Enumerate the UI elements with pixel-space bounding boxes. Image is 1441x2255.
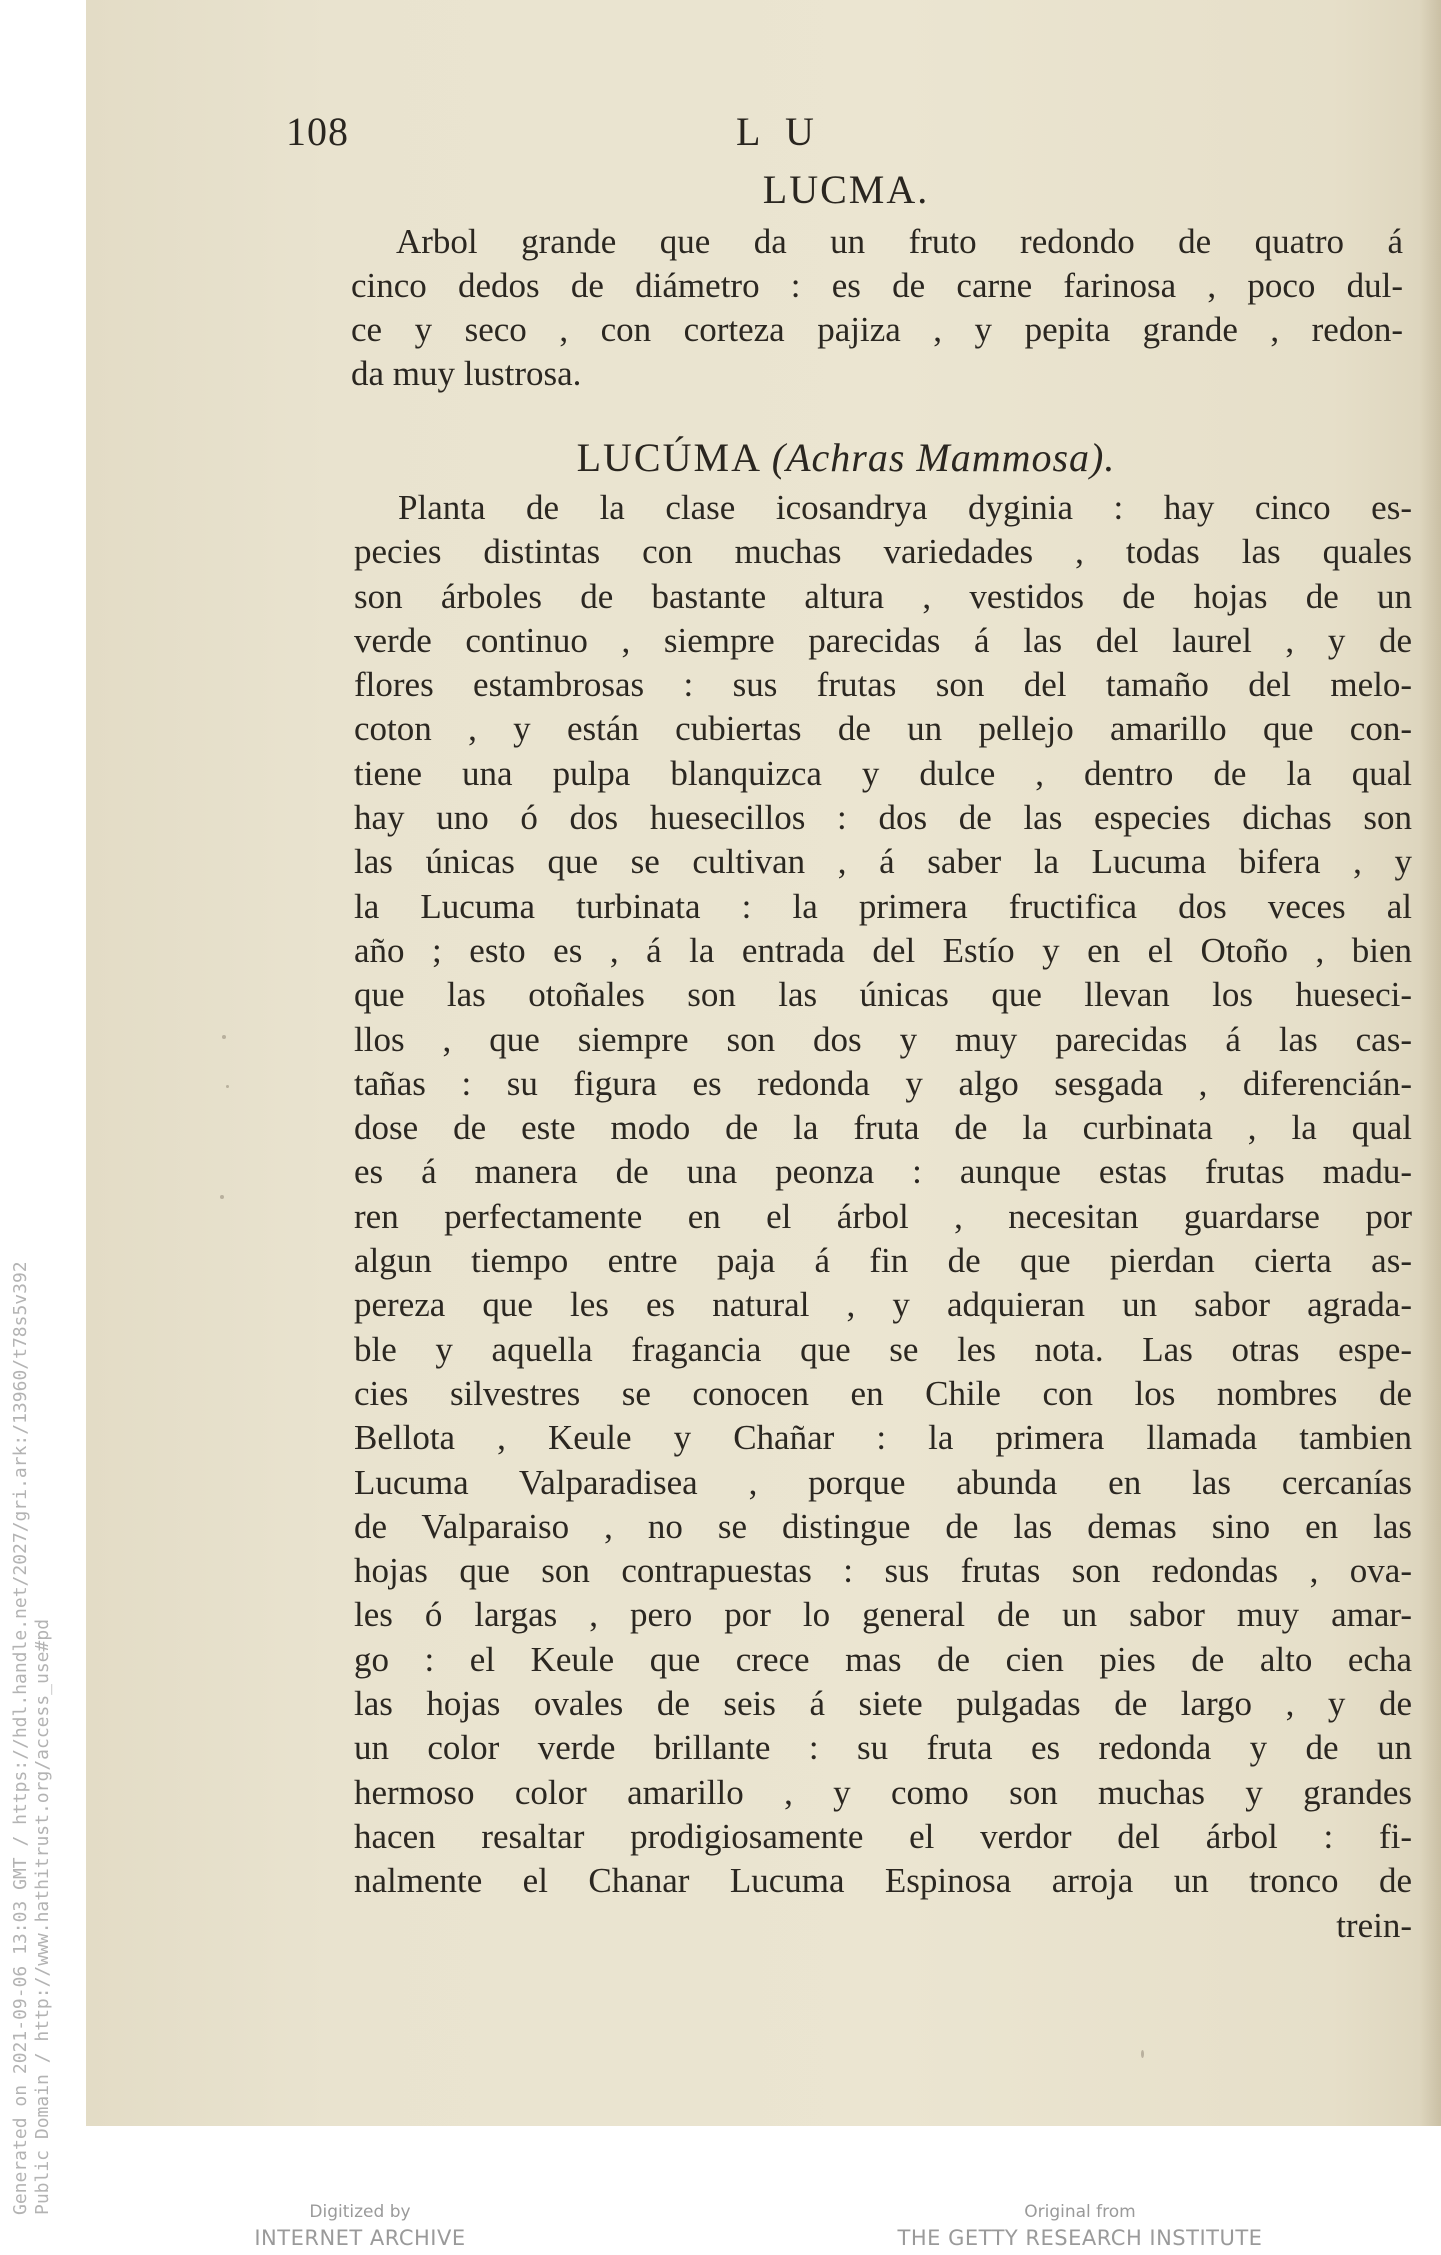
entry-latin-name: (Achras Mammosa). [771,435,1116,480]
text-line: es á manera de una peonza : aunque estas frutas madu- [354,1152,1412,1192]
text-line: las únicas que se cultivan , á saber la Lucuma bifera , y [354,842,1412,882]
page-header [86,108,1441,158]
catchword: trein- [1336,1905,1412,1945]
entry-title-lucma [246,166,1441,213]
credit-source: THE GETTY RESEARCH INSTITUTE [897,2226,1263,2250]
text-line: la Lucuma turbinata : la primera fructifica dos veces al [354,886,1412,926]
text-line: hermoso color amarillo , y como son muchas y grandes [354,1772,1412,1812]
text-line: go : el Keule que crece mas de cien pies de alto echa [354,1639,1412,1679]
paper-speck [220,1195,224,1199]
hathitrust-margin-stamp [10,1261,54,2215]
entry-title-text: LUCMA. [762,167,930,212]
text-line: ble y aquella fragancia que se les nota. Las otras espe- [354,1329,1412,1369]
entry-title-lucuma [246,434,1441,481]
text-line: coton , y están cubiertas de un pellejo amarillo que con- [354,709,1412,749]
paper-speck [222,1035,226,1039]
text-line: pereza que les es natural , y adquieran un sabor agrada- [354,1285,1412,1325]
credit-label: Original from [1024,2202,1136,2222]
text-line: les ó largas , pero por lo general de un sabor muy amar- [354,1595,1412,1635]
text-line: cinco dedos de diámetro : es de carne farinosa , poco dul- [351,266,1403,305]
scanned-page [86,0,1441,2126]
paper-speck [226,1085,229,1088]
stamp-line-generated: Generated on 2021-09-06 13:03 GMT / https://hdl.handle.net/2027/gri.ark:/13960/t78s5v392 [10,1261,31,2215]
original-from-credit [870,2200,1290,2252]
digitized-by-credit [240,2200,480,2252]
entry-title-text: LUCÚMA [576,435,760,480]
text-line: flores estambrosas : sus frutas son del tamaño del melo- [354,665,1412,705]
text-line: nalmente el Chanar Lucuma Espinosa arroja un tronco de [354,1861,1412,1901]
text-line: año ; esto es , á la entrada del Estío y en el Otoño , bien [354,930,1412,970]
text-line: Arbol grande que da un fruto redondo de quatro á [396,222,1403,261]
text-line: cies silvestres se conocen en Chile con los nombres de [354,1373,1412,1413]
text-line: dose de este modo de la fruta de la curbinata , la qual [354,1108,1412,1148]
text-line: pecies distintas con muchas variedades , todas las quales [354,532,1412,572]
text-line: hay uno ó dos huesecillos : dos de las especies dichas son [354,798,1412,838]
text-line: un color verde brillante : su fruta es redonda y de un [354,1728,1412,1768]
text-line: que las otoñales son las únicas que llevan los hueseci- [354,975,1412,1015]
text-line: llos , que siempre son dos y muy parecidas á las cas- [354,1019,1412,1059]
text-line: son árboles de bastante altura , vestidos de hojas de un [354,576,1412,616]
paper-speck [1141,2050,1144,2058]
text-line: verde continuo , siempre parecidas á las del laurel , y de [354,620,1412,660]
text-line: las hojas ovales de seis á siete pulgadas de largo , y de [354,1684,1412,1724]
text-line: algun tiempo entre paja á fin de que pierdan cierta as- [354,1241,1412,1281]
text-line: hacen resaltar prodigiosamente el verdor del árbol : fi- [354,1816,1412,1856]
text-line: tiene una pulpa blanquizca y dulce , dentro de la qual [354,753,1412,793]
page-number: 108 [286,109,349,154]
text-line: tañas : su figura es redonda y algo sesgada , diferencián- [354,1063,1412,1103]
credit-label: Digitized by [309,2202,411,2222]
text-line: Bellota , Keule y Chañar : la primera llamada tambien [354,1418,1412,1458]
stamp-line-license: Public Domain / http://www.hathitrust.org/access_use#pd [32,1618,53,2215]
text-line: da muy lustrosa. [351,354,582,393]
text-line: ce y seco , con corteza pajiza , y pepita grande , redon- [351,310,1403,349]
text-line: hojas que son contrapuestas : sus frutas son redondas , ova- [354,1551,1412,1591]
text-line: Planta de la clase icosandrya dyginia : hay cinco es- [398,488,1412,527]
text-line: de Valparaiso , no se distingue de las demas sino en las [354,1506,1412,1546]
text-line: Lucuma Valparadisea , porque abunda en las cercanías [354,1462,1412,1502]
text-line: ren perfectamente en el árbol , necesitan guardarse por [354,1196,1412,1236]
running-head: L U [736,109,822,154]
entry-body-lucma [351,220,1403,396]
credit-source: INTERNET ARCHIVE [254,2226,466,2250]
entry-body-lucuma [354,486,1412,1948]
